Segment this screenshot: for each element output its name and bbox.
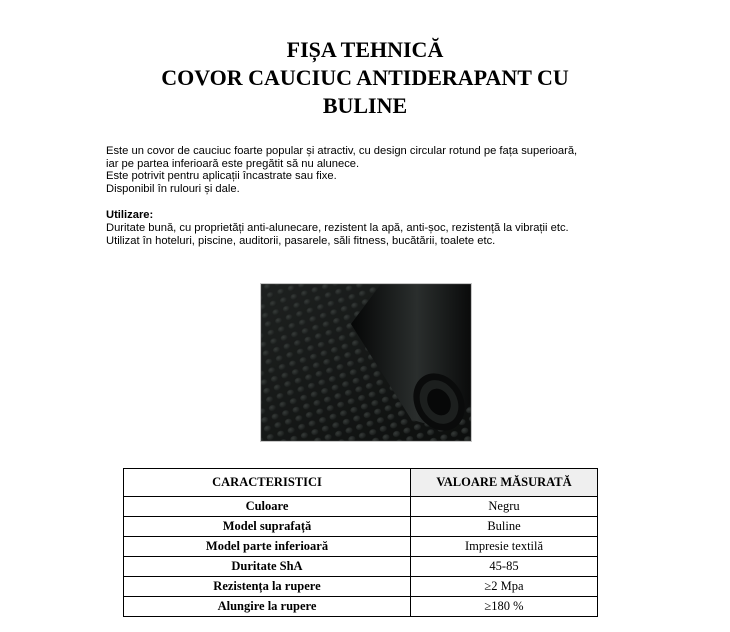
description-line: Disponibil în rulouri și dale. (106, 182, 240, 195)
property-cell: Culoare (124, 497, 411, 517)
property-cell: Duritate ShA (124, 557, 411, 577)
description-line: Este potrivit pentru aplicații încastrate sau fixe. (106, 170, 337, 183)
title-line: BULINE (322, 93, 408, 118)
product-photo (260, 283, 472, 442)
value-cell: 45-85 (411, 557, 598, 577)
table-row (124, 557, 598, 577)
property-cell: Model parte inferioară (124, 537, 411, 557)
table-header-row (124, 469, 598, 497)
value-cell: Buline (411, 517, 598, 537)
property-cell: Alungire la rupere (124, 597, 411, 617)
description-block (106, 145, 666, 247)
value-cell: Negru (411, 497, 598, 517)
column-header-property: CARACTERISTICI (124, 469, 411, 497)
property-cell: Model suprafață (124, 517, 411, 537)
table-row (124, 577, 598, 597)
specs-table (123, 468, 598, 617)
document-title (0, 36, 730, 120)
title-line: COVOR CAUCIUC ANTIDERAPANT CU (161, 65, 569, 90)
description-line: iar pe partea inferioară este pregătit să nu alunece. (106, 157, 360, 170)
value-cell: Impresie textilă (411, 537, 598, 557)
description-line: Este un covor de cauciuc foarte popular și atractiv, cu design circular rotund pe fața superioară, (106, 145, 578, 157)
table-row (124, 597, 598, 617)
table-row (124, 537, 598, 557)
title-line: FIȘA TEHNICĂ (286, 37, 444, 62)
value-cell: ≥180 % (411, 597, 598, 617)
table-row (124, 517, 598, 537)
column-header-value: VALOARE MĂSURATĂ (411, 469, 598, 497)
usage-line: Duritate bună, cu proprietăți anti-alunecare, rezistent la apă, anti-șoc, rezistență la vibrații etc. (106, 221, 569, 234)
table-row (124, 497, 598, 517)
value-cell: ≥2 Mpa (411, 577, 598, 597)
property-cell: Rezistența la rupere (124, 577, 411, 597)
usage-heading: Utilizare: (106, 209, 154, 222)
usage-line: Utilizat în hoteluri, piscine, auditorii, pasarele, săli fitness, bucătării, toalete etc. (106, 234, 496, 247)
